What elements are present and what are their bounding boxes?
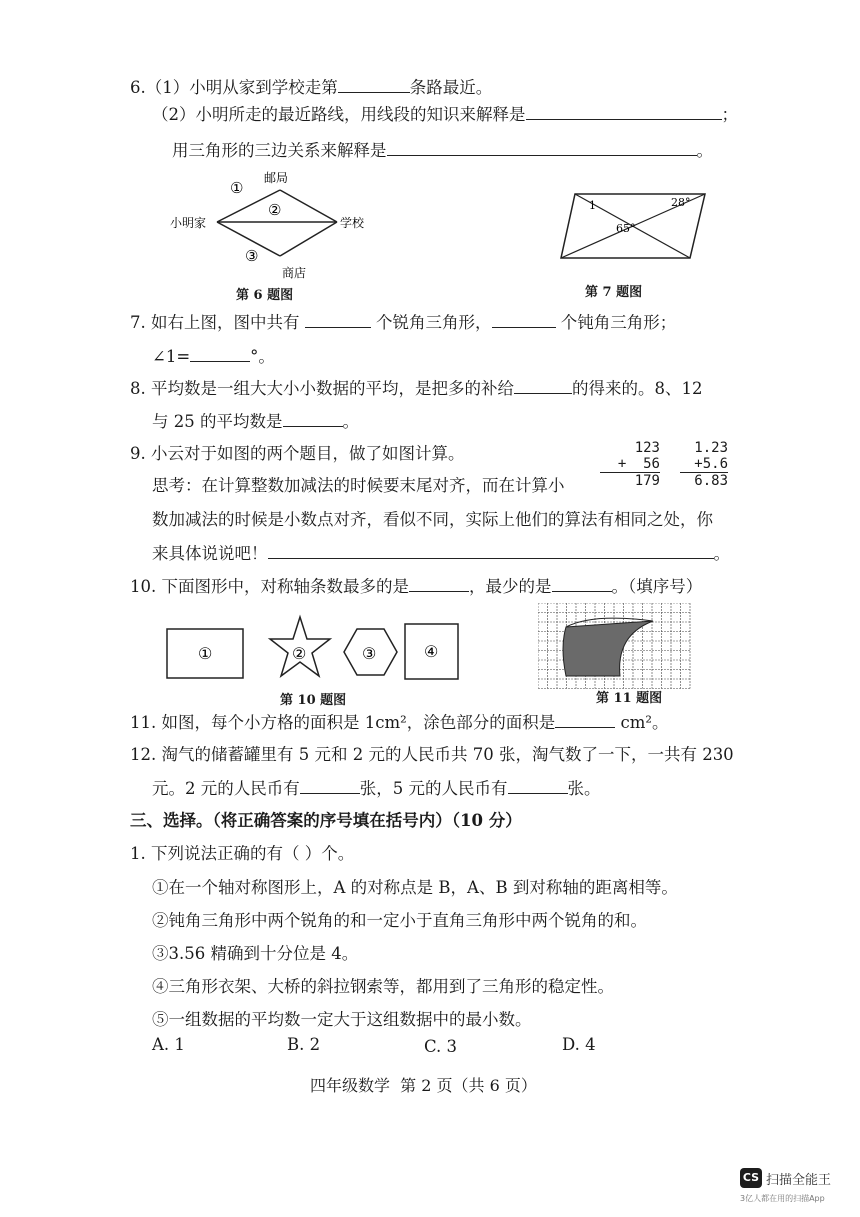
q9-line3-text: 数加减法的时候是小数点对齐，看似不同，实际上他们的算法有相同之处，你: [152, 510, 713, 529]
q7-line2-text: ∠1=: [152, 347, 191, 366]
calc1-addend: + 56: [600, 456, 660, 473]
q12-line2: [152, 777, 601, 800]
q6-fig-caption: 第 6 题图: [236, 288, 294, 303]
shaded-region: [563, 621, 653, 676]
q7-line1-end: 个钝角三角形；: [560, 313, 677, 332]
calc2-addend: +5.6: [680, 456, 728, 473]
q11-line1: [130, 711, 669, 734]
q12-line2-end: 张。: [567, 779, 601, 798]
q10-line1-mid: ，最少的是: [469, 577, 552, 596]
answer-blank[interactable]: [300, 777, 360, 794]
q6-line3-text: 用三角形的三边关系来解释是: [172, 141, 387, 160]
q7-line1-text: 7. 如右上图，图中共有: [130, 313, 300, 332]
answer-blank[interactable]: [514, 377, 572, 394]
s3-item-1-text: ①在一个轴对称图形上，A 的对称点是 B，A、B 到对称轴的距离相等。: [152, 878, 678, 897]
s3-item-3: [152, 943, 358, 965]
s3-item-4: [152, 976, 614, 998]
option-d[interactable]: D. 4: [562, 1035, 596, 1054]
shape-4-label: ④: [424, 642, 439, 661]
q9-line4-end: 。: [713, 544, 730, 563]
s3-item-5-text: ⑤一组数据的平均数一定大于这组数据中的最小数。: [152, 1010, 532, 1029]
scanner-app-name: 扫描全能王: [766, 1173, 832, 1188]
answer-blank[interactable]: [508, 777, 568, 794]
answer-blank[interactable]: [555, 711, 615, 728]
q7-line1: [130, 311, 676, 334]
q9-line1-text: 9. 小云对于如图的两个题目，做了如图计算。: [130, 444, 465, 463]
q11-grid-diagram: [538, 603, 692, 689]
home-label: 小明家: [170, 216, 207, 230]
s3-item-3-text: ③3.56 精确到十分位是 4。: [152, 944, 359, 963]
answer-blank[interactable]: [492, 311, 556, 328]
option-a[interactable]: A. 1: [152, 1035, 185, 1054]
q11-fig-caption: 第 11 题图: [596, 691, 663, 706]
q12-line1: [130, 744, 734, 766]
q6-line1-text: 6.（1）小明从家到学校走第: [130, 78, 338, 97]
q7-line1-mid: 个锐角三角形，: [376, 313, 492, 332]
q7-line2-end: °。: [250, 347, 275, 366]
s3-item-5: [152, 1009, 532, 1031]
s3-item-4-text: ④三角形衣架、大桥的斜拉钢索等，都用到了三角形的稳定性。: [152, 977, 614, 996]
scanner-watermark: [740, 1168, 850, 1213]
q12-line1-text: 12. 淘气的储蓄罐里有 5 元和 2 元的人民币共 70 张，淘气数了一下，一共有 230: [130, 745, 734, 764]
q8-line2: [152, 410, 359, 433]
shop-label: 商店: [282, 266, 307, 280]
q9-line1: [130, 443, 465, 465]
shape-2-label: ②: [292, 644, 307, 663]
q8-line1: [130, 377, 703, 400]
school-label: 学校: [340, 216, 365, 230]
answer-blank[interactable]: [305, 311, 371, 328]
q7-fig-caption: 第 7 题图: [585, 285, 643, 300]
q6-line2-end: ；: [721, 105, 738, 124]
shape-3-label: ③: [362, 644, 377, 663]
post-office-label: 邮局: [264, 171, 289, 185]
section3-title-text: 三、选择。（将正确答案的序号填在括号内）（10 分）: [130, 811, 522, 830]
q10-fig-caption: 第 10 题图: [280, 693, 347, 708]
option-b[interactable]: B. 2: [287, 1035, 321, 1054]
answer-blank[interactable]: [526, 103, 722, 120]
route-1-label: ①: [230, 179, 244, 197]
route-2-label: ②: [268, 201, 282, 219]
angle-1-label: 1: [589, 199, 596, 212]
calc1-result: 179: [634, 473, 660, 489]
q10-line1-end: 。（填序号）: [611, 577, 703, 596]
q6-line1-end: 条路最近。: [409, 78, 493, 97]
q9-line2: [152, 475, 565, 497]
page-footer: 四年级数学 第 2 页（共 6 页）: [310, 1076, 537, 1095]
q11-line1-end: cm²。: [620, 713, 669, 732]
answer-blank[interactable]: [387, 139, 697, 156]
s3-item-2-text: ②钝角三角形中两个锐角的和一定小于直角三角形中两个锐角的和。: [152, 911, 647, 930]
q9-line2-text: 思考：在计算整数加减法的时候要末尾对齐，而在计算小: [152, 476, 565, 495]
answer-blank[interactable]: [283, 410, 343, 427]
q9-line4: [152, 542, 730, 565]
q10-line1-text: 10. 下面图形中，对称轴条数最多的是: [130, 577, 409, 596]
angle-28-label: 28°: [671, 196, 691, 209]
q9-line4-text: 来具体说说吧！: [152, 544, 268, 563]
section3-title: [130, 810, 522, 832]
answer-blank[interactable]: [552, 575, 612, 592]
q7-line2: [152, 345, 275, 368]
q6-route-diagram: [160, 166, 390, 298]
q6-line3-end: 。: [696, 141, 713, 160]
q8-line1-end: 的得来的。8、12: [572, 379, 703, 398]
q9-line3: [152, 509, 713, 531]
q8-line2-end: 。: [342, 412, 359, 431]
answer-blank[interactable]: [409, 575, 469, 592]
calc2-top: 1.23: [694, 440, 728, 456]
q11-line1-text: 11. 如图，每个小方格的面积是 1cm²，涂色部分的面积是: [130, 713, 556, 732]
answer-blank[interactable]: [190, 345, 250, 362]
s3-q1-text: 1. 下列说法正确的有（ ）个。: [130, 844, 355, 863]
q12-line2-mid: 张，5 元的人民币有: [359, 779, 508, 798]
q12-line2-text: 元。2 元的人民币有: [152, 779, 300, 798]
q10-shapes-diagram: [160, 612, 470, 686]
q6-line3: [172, 139, 713, 162]
option-c[interactable]: C. 3: [424, 1037, 458, 1056]
calc1-top: 123: [634, 440, 660, 456]
s3-item-2: [152, 910, 647, 932]
calc2-result: 6.83: [694, 473, 728, 489]
q8-line2-text: 与 25 的平均数是: [152, 412, 283, 431]
s3-item-1: [152, 877, 678, 899]
route-3-label: ③: [245, 247, 259, 265]
shape-1-label: ①: [198, 644, 213, 663]
q8-line1-text: 8. 平均数是一组大大小小数据的平均，是把多的补给: [130, 379, 514, 398]
angle-65-label: 65°: [616, 222, 636, 235]
answer-blank[interactable]: [268, 542, 714, 559]
q6-line2: [152, 103, 738, 126]
s3-q1: [130, 843, 354, 865]
q6-line1: [130, 76, 492, 99]
q6-line2-text: （2）小明所走的最近路线，用线段的知识来解释是: [152, 105, 526, 124]
calc-integer: [600, 440, 660, 489]
scanner-app-tagline: 3亿人都在用的扫描App: [740, 1194, 825, 1203]
calc-decimal: [680, 440, 728, 489]
q7-parallelogram-diagram: [556, 188, 726, 268]
cs-logo-icon: CS: [740, 1168, 762, 1188]
answer-blank[interactable]: [338, 76, 410, 93]
q10-line1: [130, 575, 702, 598]
